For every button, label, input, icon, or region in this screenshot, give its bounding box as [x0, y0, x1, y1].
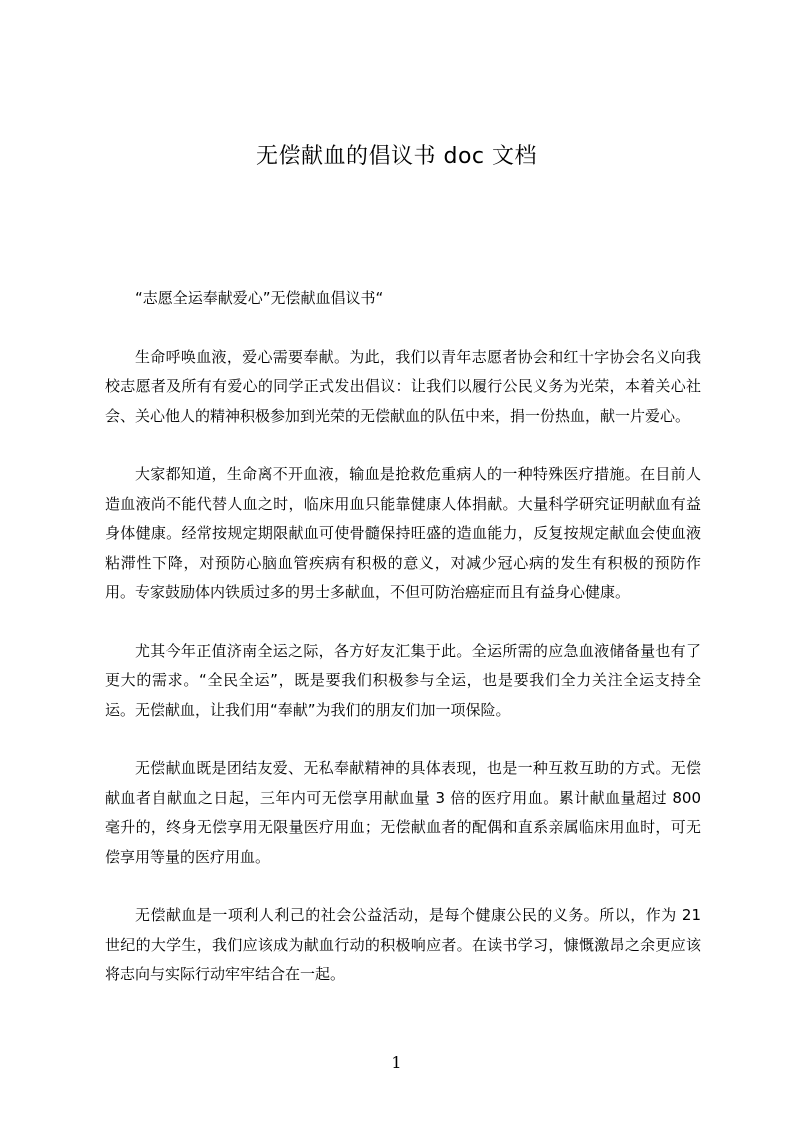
document-title: 无偿献血的倡议书 doc 文档: [255, 144, 537, 169]
document-body: [105, 284, 701, 1019]
paragraph: 无偿献血既是团结友爱、无私奉献精神的具体表现，也是一种互救互助的方式。无偿献血者自献血之日起，三年内可无偿享用献血量 3 倍的医疗用血。累计献血量超过 800 毫升的，终身无偿享用无限量医疗用血；无偿献血者的配偶和直系亲属临床用血时，可无偿享用等量的医疗用血。: [105, 759, 701, 866]
paragraph: 尤其今年正值济南全运之际，各方好友汇集于此。全运所需的应急血液储备量也有了更大的需求。“全民全运”，既是要我们积极参与全运，也是要我们全力关注全运支持全运。无偿献血，让我们用“奉献”为我们的朋友们加一项保险。: [105, 641, 701, 719]
paragraph: 生命呼唤血液，爱心需要奉献。为此，我们以青年志愿者协会和红十字协会名义向我校志愿者及所有有爱心的同学正式发出倡议：让我们以履行公民义务为光荣，本着关心社会、关心他人的精神积极参加到光荣的无偿献血的队伍中来，捐一份热血，献一片爱心。: [105, 347, 701, 425]
paragraph: 大家都知道，生命离不开血液，输血是抢救危重病人的一种特殊医疗措施。在目前人造血液尚不能代替人血之时，临床用血只能靠健康人体捐献。大量科学研究证明献血有益身体健康。经常按规定期限献血可使骨髓保持旺盛的造血能力，反复按规定献血会使血液粘滞性下降，对预防心脑血管疾病有积极的意义，对减少冠心病的发生有积极的预防作用。专家鼓励体内铁质过多的男士多献血，不但可防治癌症而且有益身心健康。: [105, 465, 701, 601]
paragraph: 无偿献血是一项利人利己的社会公益活动，是每个健康公民的义务。所以，作为 21 世纪的大学生，我们应该成为献血行动的积极响应者。在读书学习，慷慨激昂之余更应该将志向与实际行动牢牢结合在一起。: [105, 906, 701, 983]
page-number: 1: [391, 1053, 402, 1072]
paragraph-heading: “志愿全运奉献爱心”无偿献血倡议书“: [135, 289, 384, 307]
